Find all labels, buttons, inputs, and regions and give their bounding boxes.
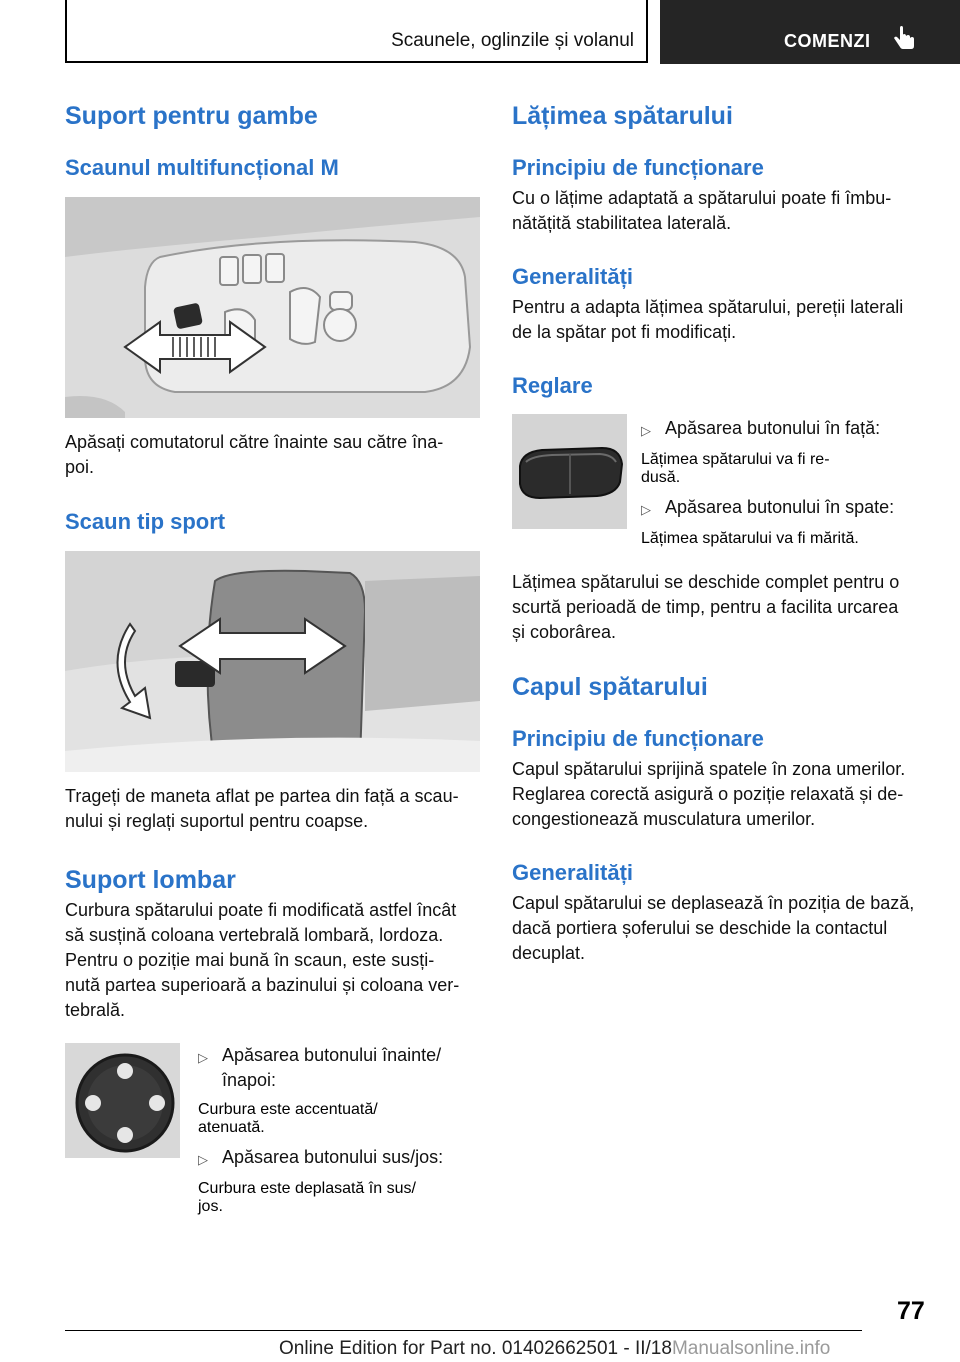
paragraph-width-open: Lățimea spătarului se deschide complet pentru o scurtă perioadă de timp, pentru a facilita urcarea și coborârea. <box>512 572 900 642</box>
footer-site-watermark[interactable]: Manualsonline.info <box>671 1338 831 1359</box>
heading-principle: Principiu de funcționare <box>512 155 764 180</box>
paragraph-general: Pentru a adapta lățimea spătarului, pereții laterali de la spătar pot fi modificați. <box>512 297 904 342</box>
heading-principle-headrest: Principiu de funcționare <box>512 726 764 751</box>
list-item: ▷ Apăsarea butonului în spate: <box>641 495 932 522</box>
triangle-bullet-icon: ▷ <box>641 423 651 438</box>
section-title: Scaunele, oglinzile și volanul <box>391 30 634 51</box>
heading-lumbar-support: Suport lombar <box>65 866 236 894</box>
lumbar-bullet-list <box>198 1043 480 1216</box>
heading-sport-seat: Scaun tip sport <box>65 509 226 534</box>
list-item: ▷ Apăsarea butonului înainte/ înapoi: <box>198 1043 480 1093</box>
heading-headrest: Capul spătarului <box>512 673 708 701</box>
triangle-bullet-icon: ▷ <box>641 502 651 517</box>
list-item-result: Lățimea spătarului va fi re- dusă. <box>641 451 830 486</box>
triangle-bullet-icon: ▷ <box>198 1050 208 1065</box>
paragraph-principle-headrest: Capul spătarului sprijină spatele în zona umerilor. Reglarea corectă asigură o poziție relaxată și de- congestionează musculatura umerilor. <box>512 759 906 829</box>
paragraph-press-switch: Apăsați comutatorul către înainte sau către îna- poi. <box>65 432 444 477</box>
heading-multifunction-seat: Scaunul multifuncțional M <box>65 155 339 180</box>
footer-divider <box>65 1330 862 1331</box>
hand-pointer-icon <box>892 26 916 59</box>
heading-general: Generalități <box>512 264 634 289</box>
footer-edition <box>279 1338 830 1360</box>
paragraph-principle: Cu o lățime adaptată a spătarului poate fi îmbu- nătățită stabilitatea laterală. <box>512 188 892 233</box>
list-item-result: Curbura este accentuată/ atenuată. <box>198 1101 378 1136</box>
paragraph-lumbar: Curbura spătarului poate fi modificată astfel încât să susțină coloana vertebrală lombară, lordoza. Pentru o poziție mai bună în scaun, este susți- nută partea superioară a bazinului și coloana ver- tebrală. <box>65 900 460 1020</box>
right-column <box>512 100 932 966</box>
paragraph-general-headrest: Capul spătarului se deplasează în poziția de bază, dacă portiera șoferului se deschide la contactul decuplat. <box>512 893 915 963</box>
sport-seat-lever-illustration <box>65 551 480 772</box>
list-item-result: Curbura este deplasată în sus/ jos. <box>198 1180 416 1215</box>
heading-general-headrest: Generalități <box>512 860 634 885</box>
list-item: ▷ Apăsarea butonului în față: <box>641 416 932 443</box>
multifunction-seat-switch-illustration <box>65 197 480 418</box>
list-item-result: Lățimea spătarului va fi mărită. <box>641 530 859 547</box>
width-bullet-list <box>641 414 932 548</box>
list-item: ▷ Apăsarea butonului sus/jos: <box>198 1145 480 1172</box>
heading-adjust: Reglare <box>512 373 593 398</box>
lumbar-adjust-block <box>65 1043 480 1216</box>
triangle-bullet-icon: ▷ <box>198 1152 208 1167</box>
footer-edition-text: Online Edition for Part no. 01402662501 - II/18 <box>279 1338 672 1359</box>
left-column <box>65 100 480 1216</box>
lumbar-button-illustration <box>65 1043 180 1158</box>
chapter-tab-label: COMENZI <box>784 31 871 51</box>
width-adjust-block <box>512 414 932 548</box>
heading-backrest-width: Lățimea spătarului <box>512 102 733 130</box>
page-number: 77 <box>897 1297 925 1325</box>
header-section-box <box>65 0 648 63</box>
width-button-illustration <box>512 414 627 529</box>
heading-calf-support: Suport pentru gambe <box>65 102 318 130</box>
paragraph-pull-lever: Trageți de maneta aflat pe partea din față a scau- nului și reglați suportul pentru coapse. <box>65 786 459 831</box>
chapter-tab[interactable] <box>660 0 960 64</box>
